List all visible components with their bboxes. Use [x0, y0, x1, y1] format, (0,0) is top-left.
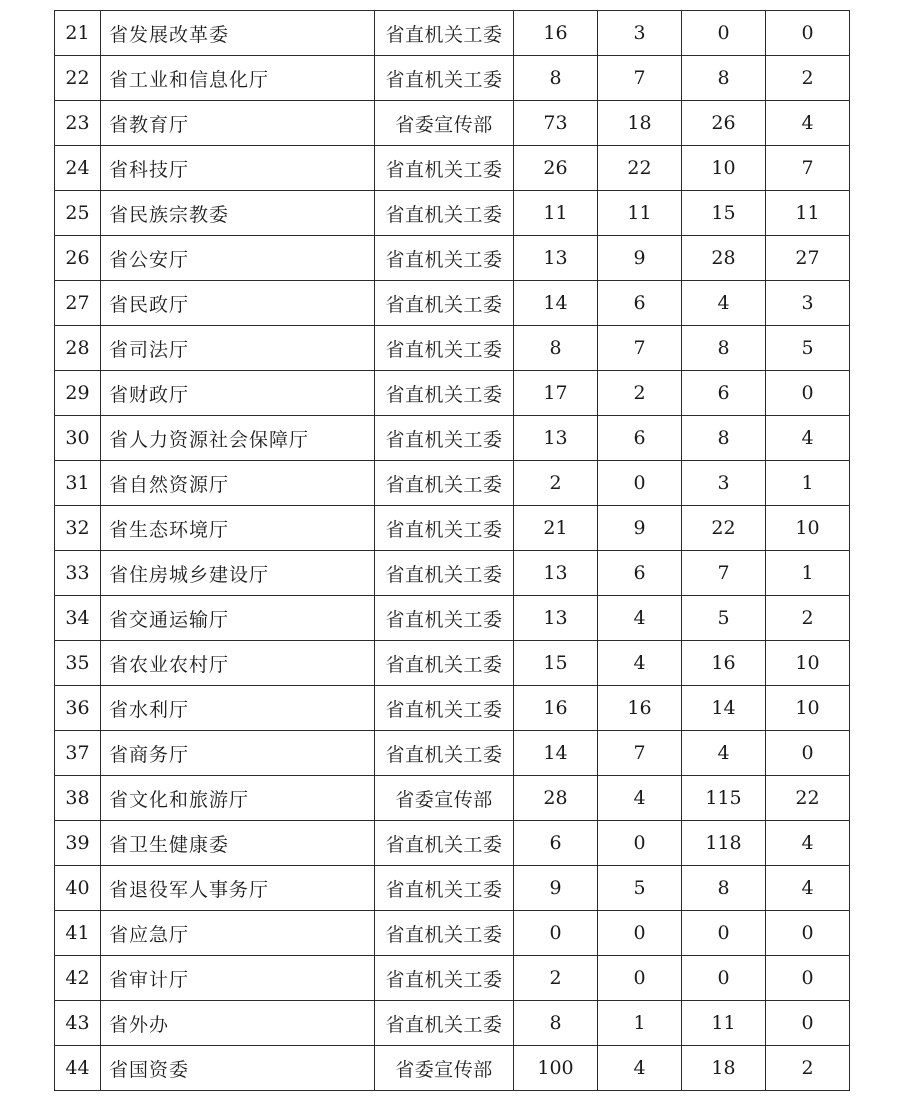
- value-col-3: 15: [682, 191, 766, 236]
- value-col-2: 0: [598, 461, 682, 506]
- value-col-1: 16: [514, 11, 598, 56]
- department-name: 省司法厅: [101, 326, 375, 371]
- value-col-1: 11: [514, 191, 598, 236]
- value-col-3: 8: [682, 866, 766, 911]
- table-row: [55, 236, 850, 281]
- value-col-2: 6: [598, 416, 682, 461]
- value-col-3: 7: [682, 551, 766, 596]
- value-col-3: 22: [682, 506, 766, 551]
- value-col-3: 0: [682, 956, 766, 1001]
- supervising-unit: 省直机关工委: [375, 461, 514, 506]
- table-row: [55, 956, 850, 1001]
- department-name: 省国资委: [101, 1046, 375, 1091]
- value-col-1: 6: [514, 821, 598, 866]
- value-col-3: 5: [682, 596, 766, 641]
- row-number: 28: [55, 326, 101, 371]
- supervising-unit: 省直机关工委: [375, 326, 514, 371]
- value-col-4: 0: [766, 1001, 850, 1046]
- row-number: 31: [55, 461, 101, 506]
- value-col-3: 115: [682, 776, 766, 821]
- row-number: 21: [55, 11, 101, 56]
- value-col-1: 17: [514, 371, 598, 416]
- supervising-unit: 省直机关工委: [375, 371, 514, 416]
- value-col-2: 6: [598, 551, 682, 596]
- value-col-1: 100: [514, 1046, 598, 1091]
- table-row: [55, 281, 850, 326]
- table-row: [55, 641, 850, 686]
- row-number: 24: [55, 146, 101, 191]
- value-col-1: 28: [514, 776, 598, 821]
- value-col-1: 13: [514, 551, 598, 596]
- value-col-3: 4: [682, 281, 766, 326]
- value-col-2: 4: [598, 1046, 682, 1091]
- value-col-3: 3: [682, 461, 766, 506]
- value-col-1: 2: [514, 956, 598, 1001]
- table-row: [55, 596, 850, 641]
- supervising-unit: 省直机关工委: [375, 191, 514, 236]
- supervising-unit: 省直机关工委: [375, 596, 514, 641]
- value-col-4: 2: [766, 596, 850, 641]
- department-name: 省公安厅: [101, 236, 375, 281]
- value-col-4: 2: [766, 1046, 850, 1091]
- value-col-4: 4: [766, 821, 850, 866]
- table-row: [55, 146, 850, 191]
- row-number: 26: [55, 236, 101, 281]
- value-col-2: 0: [598, 956, 682, 1001]
- value-col-2: 2: [598, 371, 682, 416]
- row-number: 27: [55, 281, 101, 326]
- value-col-2: 0: [598, 911, 682, 956]
- department-name: 省外办: [101, 1001, 375, 1046]
- department-name: 省交通运输厅: [101, 596, 375, 641]
- value-col-1: 13: [514, 236, 598, 281]
- value-col-1: 15: [514, 641, 598, 686]
- table-row: [55, 11, 850, 56]
- value-col-2: 22: [598, 146, 682, 191]
- row-number: 36: [55, 686, 101, 731]
- value-col-4: 10: [766, 506, 850, 551]
- value-col-4: 27: [766, 236, 850, 281]
- value-col-3: 6: [682, 371, 766, 416]
- value-col-3: 10: [682, 146, 766, 191]
- value-col-3: 26: [682, 101, 766, 146]
- value-col-1: 0: [514, 911, 598, 956]
- row-number: 39: [55, 821, 101, 866]
- row-number: 34: [55, 596, 101, 641]
- value-col-4: 0: [766, 911, 850, 956]
- table-row: [55, 1001, 850, 1046]
- supervising-unit: 省直机关工委: [375, 146, 514, 191]
- value-col-4: 0: [766, 371, 850, 416]
- value-col-3: 11: [682, 1001, 766, 1046]
- supervising-unit: 省直机关工委: [375, 956, 514, 1001]
- value-col-4: 10: [766, 686, 850, 731]
- value-col-2: 16: [598, 686, 682, 731]
- value-col-3: 0: [682, 11, 766, 56]
- value-col-2: 9: [598, 506, 682, 551]
- value-col-4: 5: [766, 326, 850, 371]
- table-row: [55, 506, 850, 551]
- supervising-unit: 省直机关工委: [375, 911, 514, 956]
- value-col-3: 0: [682, 911, 766, 956]
- supervising-unit: 省直机关工委: [375, 551, 514, 596]
- table-row: [55, 56, 850, 101]
- value-col-2: 4: [598, 641, 682, 686]
- table-row: [55, 866, 850, 911]
- table-row: [55, 326, 850, 371]
- row-number: 35: [55, 641, 101, 686]
- row-number: 22: [55, 56, 101, 101]
- table-row: [55, 731, 850, 776]
- value-col-1: 21: [514, 506, 598, 551]
- value-col-1: 9: [514, 866, 598, 911]
- row-number: 25: [55, 191, 101, 236]
- table-row: [55, 686, 850, 731]
- value-col-4: 1: [766, 551, 850, 596]
- table-row: [55, 191, 850, 236]
- value-col-4: 1: [766, 461, 850, 506]
- row-number: 44: [55, 1046, 101, 1091]
- table-row: [55, 911, 850, 956]
- value-col-4: 4: [766, 101, 850, 146]
- value-col-2: 4: [598, 596, 682, 641]
- supervising-unit: 省直机关工委: [375, 236, 514, 281]
- department-name: 省自然资源厅: [101, 461, 375, 506]
- supervising-unit: 省直机关工委: [375, 506, 514, 551]
- supervising-unit: 省直机关工委: [375, 821, 514, 866]
- value-col-2: 7: [598, 326, 682, 371]
- value-col-2: 6: [598, 281, 682, 326]
- row-number: 33: [55, 551, 101, 596]
- value-col-4: 4: [766, 866, 850, 911]
- value-col-1: 14: [514, 731, 598, 776]
- value-col-1: 13: [514, 596, 598, 641]
- supervising-unit: 省委宣传部: [375, 101, 514, 146]
- value-col-1: 8: [514, 326, 598, 371]
- value-col-4: 2: [766, 56, 850, 101]
- value-col-3: 8: [682, 56, 766, 101]
- department-name: 省农业农村厅: [101, 641, 375, 686]
- value-col-4: 0: [766, 11, 850, 56]
- department-name: 省住房城乡建设厅: [101, 551, 375, 596]
- table-row: [55, 776, 850, 821]
- department-name: 省审计厅: [101, 956, 375, 1001]
- value-col-4: 7: [766, 146, 850, 191]
- row-number: 43: [55, 1001, 101, 1046]
- department-name: 省商务厅: [101, 731, 375, 776]
- supervising-unit: 省直机关工委: [375, 281, 514, 326]
- supervising-unit: 省直机关工委: [375, 416, 514, 461]
- department-name: 省退役军人事务厅: [101, 866, 375, 911]
- department-name: 省教育厅: [101, 101, 375, 146]
- row-number: 40: [55, 866, 101, 911]
- value-col-1: 8: [514, 56, 598, 101]
- row-number: 37: [55, 731, 101, 776]
- value-col-1: 16: [514, 686, 598, 731]
- value-col-2: 3: [598, 11, 682, 56]
- supervising-unit: 省直机关工委: [375, 56, 514, 101]
- value-col-2: 4: [598, 776, 682, 821]
- department-name: 省科技厅: [101, 146, 375, 191]
- table-body: [55, 11, 850, 1091]
- row-number: 23: [55, 101, 101, 146]
- department-name: 省民政厅: [101, 281, 375, 326]
- row-number: 42: [55, 956, 101, 1001]
- value-col-2: 1: [598, 1001, 682, 1046]
- department-name: 省生态环境厅: [101, 506, 375, 551]
- value-col-1: 2: [514, 461, 598, 506]
- value-col-3: 8: [682, 326, 766, 371]
- department-name: 省应急厅: [101, 911, 375, 956]
- value-col-2: 9: [598, 236, 682, 281]
- table-row: [55, 1046, 850, 1091]
- value-col-3: 4: [682, 731, 766, 776]
- department-name: 省卫生健康委: [101, 821, 375, 866]
- value-col-3: 14: [682, 686, 766, 731]
- row-number: 30: [55, 416, 101, 461]
- data-table: [54, 10, 850, 1091]
- value-col-2: 18: [598, 101, 682, 146]
- value-col-3: 8: [682, 416, 766, 461]
- supervising-unit: 省直机关工委: [375, 641, 514, 686]
- supervising-unit: 省委宣传部: [375, 776, 514, 821]
- table-row: [55, 371, 850, 416]
- value-col-3: 28: [682, 236, 766, 281]
- value-col-4: 0: [766, 956, 850, 1001]
- value-col-4: 10: [766, 641, 850, 686]
- value-col-4: 22: [766, 776, 850, 821]
- department-name: 省民族宗教委: [101, 191, 375, 236]
- value-col-3: 18: [682, 1046, 766, 1091]
- value-col-1: 13: [514, 416, 598, 461]
- row-number: 38: [55, 776, 101, 821]
- value-col-2: 11: [598, 191, 682, 236]
- value-col-1: 8: [514, 1001, 598, 1046]
- supervising-unit: 省直机关工委: [375, 866, 514, 911]
- value-col-4: 0: [766, 731, 850, 776]
- department-name: 省人力资源社会保障厅: [101, 416, 375, 461]
- value-col-4: 4: [766, 416, 850, 461]
- department-name: 省文化和旅游厅: [101, 776, 375, 821]
- value-col-1: 14: [514, 281, 598, 326]
- department-name: 省发展改革委: [101, 11, 375, 56]
- table-row: [55, 821, 850, 866]
- value-col-1: 73: [514, 101, 598, 146]
- supervising-unit: 省委宣传部: [375, 1046, 514, 1091]
- supervising-unit: 省直机关工委: [375, 1001, 514, 1046]
- value-col-2: 7: [598, 56, 682, 101]
- value-col-2: 7: [598, 731, 682, 776]
- table-row: [55, 101, 850, 146]
- value-col-3: 16: [682, 641, 766, 686]
- value-col-2: 5: [598, 866, 682, 911]
- department-name: 省工业和信息化厅: [101, 56, 375, 101]
- table-row: [55, 461, 850, 506]
- table-row: [55, 416, 850, 461]
- row-number: 41: [55, 911, 101, 956]
- department-name: 省财政厅: [101, 371, 375, 416]
- value-col-2: 0: [598, 821, 682, 866]
- row-number: 32: [55, 506, 101, 551]
- supervising-unit: 省直机关工委: [375, 686, 514, 731]
- supervising-unit: 省直机关工委: [375, 11, 514, 56]
- value-col-4: 11: [766, 191, 850, 236]
- supervising-unit: 省直机关工委: [375, 731, 514, 776]
- value-col-3: 118: [682, 821, 766, 866]
- table-row: [55, 551, 850, 596]
- value-col-4: 3: [766, 281, 850, 326]
- value-col-1: 26: [514, 146, 598, 191]
- row-number: 29: [55, 371, 101, 416]
- department-name: 省水利厅: [101, 686, 375, 731]
